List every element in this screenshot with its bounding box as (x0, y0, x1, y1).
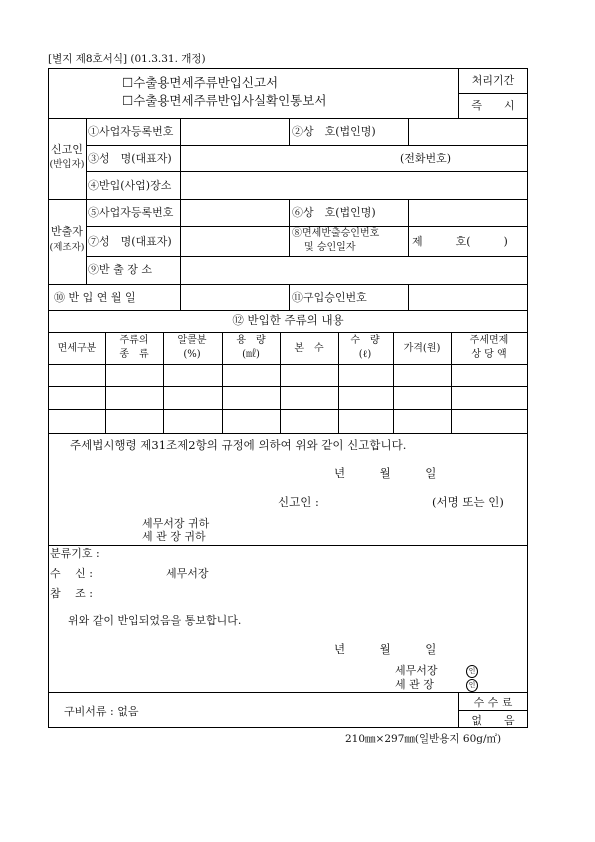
field-8-approval-line1: ⑧면세반출승인번호 (292, 228, 380, 239)
rule (48, 433, 528, 434)
col-header: (%) (183, 349, 201, 360)
field-4-location: ④반입(사업)장소 (88, 179, 172, 192)
field-2-company-name: ②상 호(법인명) (292, 125, 376, 138)
field-1-biz-number: ①사업자등록번호 (88, 125, 174, 138)
col-header: 본 수 (294, 343, 324, 354)
col-header: 용 량 (236, 335, 266, 346)
phone-label: (전화번호) (400, 152, 452, 165)
rule (458, 692, 459, 728)
rule (408, 118, 409, 145)
notice-date: 년 월 일 (334, 642, 437, 656)
declaration-date: 년 월 일 (334, 466, 437, 480)
rule (48, 199, 528, 200)
col-header: (ℓ) (358, 349, 372, 360)
field-11-purchase-approval: ⑪구입승인번호 (292, 291, 367, 304)
form-code: [별지 제8호서식] (01.3.31. 개정) (48, 53, 206, 65)
rule (289, 284, 290, 310)
title-report: ☐수출용면세주류반입신고서 (122, 75, 279, 90)
rule (86, 256, 528, 257)
rule (408, 199, 409, 256)
reporter-section-label: 신고인 (51, 143, 83, 156)
field-6-company-name: ⑥상 호(법인명) (292, 206, 376, 219)
recipient-customs: 세 관 장 귀하 (142, 530, 206, 543)
rule (289, 118, 290, 145)
rule (86, 145, 528, 146)
rule (458, 68, 459, 118)
rule (393, 332, 394, 433)
exporter-section-sub: (제조자) (49, 242, 85, 253)
rule (48, 386, 528, 387)
rule (338, 332, 339, 433)
field-10-date: ⑩ 반 입 연 월 일 (54, 291, 136, 304)
rule (451, 332, 452, 433)
signer-customs: 세 관 장 (395, 678, 434, 691)
field-7-name: ⑦성 명(대표자) (88, 235, 172, 248)
rule (86, 171, 528, 172)
recipient-label: 수 신 : (50, 567, 93, 580)
field-9-location: ⑨반 출 장 소 (88, 263, 152, 276)
paper-spec: 210㎜×297㎜(일반용지 60g/㎡) (345, 733, 502, 745)
rule (289, 199, 290, 256)
declaration-statement: 주세법시행령 제31조제2항의 규정에 의하여 위와 같이 신고합니다. (70, 438, 407, 452)
col-header: 면세구분 (57, 343, 97, 354)
classification-label: 분류기호 : (50, 547, 100, 560)
fee-value: 없 음 (471, 714, 515, 727)
col-header: 종 류 (119, 349, 149, 360)
processing-value: 즉 시 (471, 99, 515, 112)
seal-mark: 인 (466, 678, 478, 692)
rule (48, 310, 528, 311)
rule (48, 332, 528, 333)
seal-mark: 인 (466, 664, 478, 678)
recipient-value: 세무서장 (166, 567, 209, 580)
required-documents: 구비서류 : 없음 (64, 705, 139, 718)
rule (48, 284, 528, 285)
contents-title: ⑫ 반입한 주류의 내용 (232, 313, 344, 327)
col-header: 수 량 (350, 335, 380, 346)
exporter-section-label: 반출자 (51, 225, 83, 238)
field-8-approval-line2: 및 승인일자 (304, 242, 356, 253)
rule (180, 118, 181, 310)
rule (280, 332, 281, 433)
col-header: 알콜분 (177, 335, 207, 346)
notice-statement: 위와 같이 반입되었음을 통보합니다. (68, 614, 242, 627)
col-header: 주류의 (119, 335, 149, 346)
col-header: 상 당 액 (471, 349, 507, 360)
declaration-signature: (서명 또는 인) (432, 495, 504, 509)
rule (48, 118, 528, 119)
rule (163, 332, 164, 433)
approval-number: 제 호( ) (412, 235, 508, 248)
fee-label: 수 수 료 (473, 696, 513, 709)
reference-label: 참 조 : (50, 587, 93, 600)
rule (86, 226, 528, 227)
rule (458, 93, 528, 94)
signer-tax-office: 세무서장 (395, 664, 438, 677)
rule (48, 545, 528, 546)
rule (48, 409, 528, 410)
recipient-tax-office: 세무서장 귀하 (142, 517, 210, 530)
rule (222, 332, 223, 433)
field-5-biz-number: ⑤사업자등록번호 (88, 206, 174, 219)
processing-label: 처리기간 (471, 74, 515, 87)
rule (408, 284, 409, 310)
rule (105, 332, 106, 433)
form-frame (48, 68, 528, 728)
reporter-section-sub: (반입자) (49, 159, 85, 170)
rule (458, 710, 528, 711)
rule (86, 118, 87, 284)
col-header: 가격(원) (403, 343, 441, 354)
title-notice: ☐수출용면세주류반입사실확인통보서 (122, 93, 327, 108)
col-header: 주세면제 (469, 335, 509, 346)
rule (48, 692, 528, 693)
rule (48, 364, 528, 365)
field-3-name: ③성 명(대표자) (88, 152, 172, 165)
declaration-reporter-label: 신고인 : (278, 495, 319, 509)
col-header: (㎖) (242, 349, 260, 360)
